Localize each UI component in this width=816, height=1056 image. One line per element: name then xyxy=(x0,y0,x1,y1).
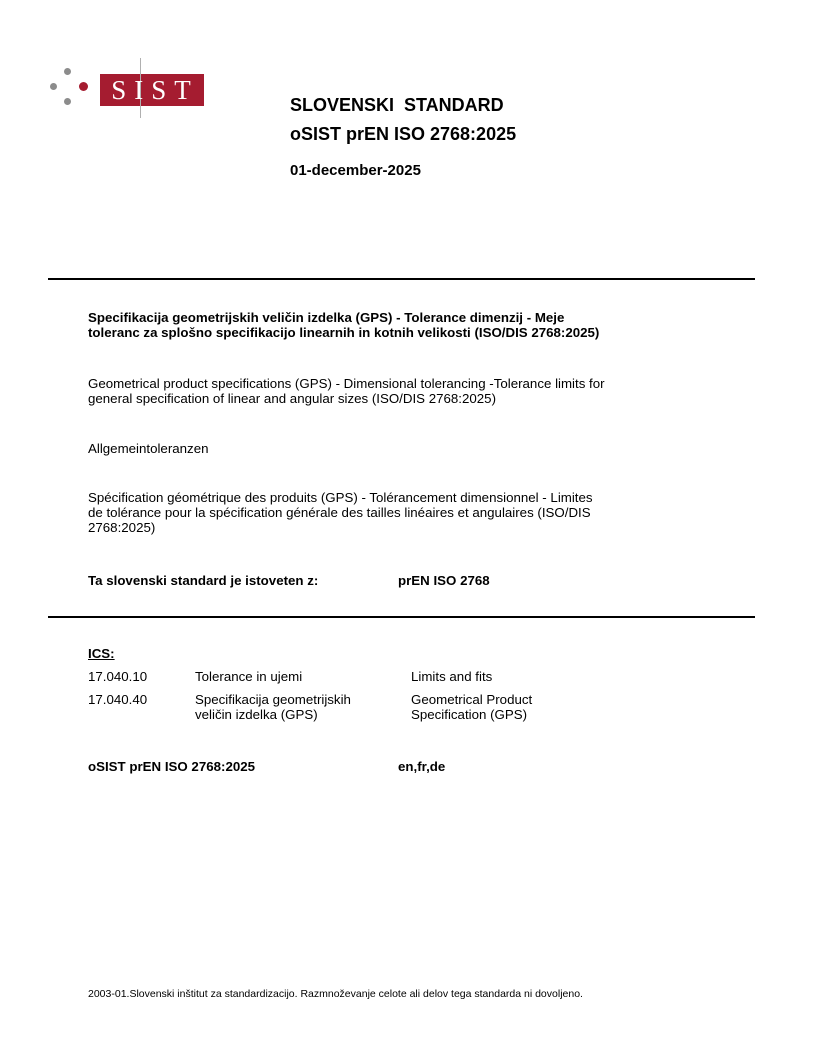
ics-english-line: Specification (GPS) xyxy=(411,707,528,722)
title-french-line: 2768:2025) xyxy=(88,520,156,535)
title-slovenian xyxy=(88,310,728,340)
logo-dot-icon xyxy=(79,82,88,91)
ics-english xyxy=(411,692,532,722)
logo-text: SIST xyxy=(111,75,199,105)
ics-code: 17.040.40 xyxy=(88,692,148,707)
ics-label: ICS: xyxy=(88,646,115,661)
identical-value: prEN ISO 2768 xyxy=(398,573,490,588)
title-french xyxy=(88,490,728,535)
document-code: oSIST prEN ISO 2768:2025 xyxy=(88,759,256,774)
title-french-line: de tolérance pour la spécification générale des tailles linéaires et angulaires (ISO/DIS xyxy=(88,505,591,520)
ics-code: 17.040.10 xyxy=(88,669,148,684)
document-languages: en,fr,de xyxy=(398,759,446,774)
ics-slovenian-line: Specifikacija geometrijskih xyxy=(195,692,351,707)
standard-date: 01-december-2025 xyxy=(290,162,421,179)
logo-dot-icon xyxy=(64,98,71,105)
title-english-line: Geometrical product specifications (GPS) - Dimensional tolerancing -Tolerance limits for xyxy=(88,376,605,391)
title-english-line: general specification of linear and angular sizes (ISO/DIS 2768:2025) xyxy=(88,391,497,406)
title-slovenian-line: Specifikacija geometrijskih veličin izdelka (GPS) - Tolerance dimenzij - Meje xyxy=(88,310,565,325)
divider-top xyxy=(48,278,755,280)
standard-heading: SLOVENSKI STANDARD xyxy=(290,95,504,115)
logo-dot-icon xyxy=(50,83,57,90)
title-english xyxy=(88,376,728,406)
standard-code: oSIST prEN ISO 2768:2025 xyxy=(290,124,517,144)
ics-slovenian-line: veličin izdelka (GPS) xyxy=(195,707,318,722)
title-french-line: Spécification géométrique des produits (GPS) - Tolérancement dimensionnel - Limites xyxy=(88,490,593,505)
identical-label: Ta slovenski standard je istoveten z: xyxy=(88,573,319,588)
ics-slovenian: Tolerance in ujemi xyxy=(195,669,303,684)
title-german: Allgemeintoleranzen xyxy=(88,441,209,456)
divider-bottom xyxy=(48,616,755,618)
ics-english-line: Geometrical Product xyxy=(411,692,533,707)
ics-english: Limits and fits xyxy=(411,669,493,684)
title-slovenian-line: toleranc za splošno specifikacijo linearnih in kotnih velikosti (ISO/DIS 2768:2025) xyxy=(88,325,600,340)
copyright-footer: 2003-01.Slovenski inštitut za standardizacijo. Razmnoževanje celote ali delov tega standarda ni dovoljeno. xyxy=(88,988,583,1000)
logo-dot-icon xyxy=(64,68,71,75)
ics-slovenian xyxy=(195,692,351,722)
